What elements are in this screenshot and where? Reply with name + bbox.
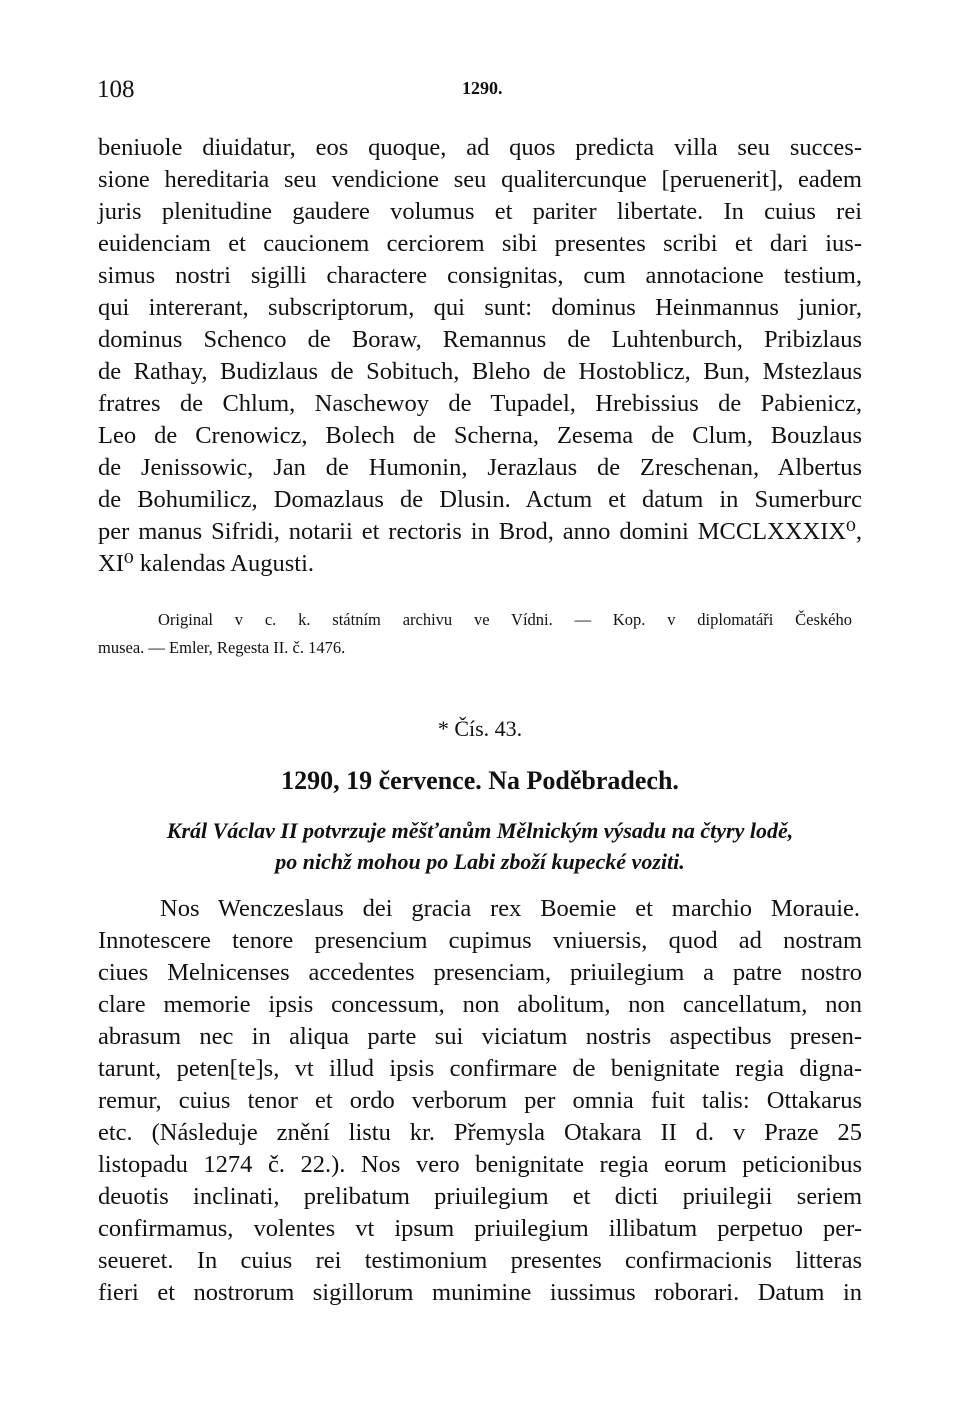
charter-number: * Čís. 43. bbox=[437, 716, 523, 741]
text-line: Innotescere tenore presencium cupimus vniuersis, quod ad nostram bbox=[98, 927, 862, 954]
charter-summary-line: po nichž mohou po Labi zboží kupecké voziti. bbox=[275, 849, 685, 874]
text-line: juris plenitudine gaudere volumus et pariter libertate. In cuius rei bbox=[98, 198, 862, 225]
text-line: de Bohumilicz, Domazlaus de Dlusin. Actum et datum in Sumerburc bbox=[98, 486, 862, 513]
text-line: de Rathay, Budizlaus de Sobituch, Bleho de Hostoblicz, Bun, Mstezlaus bbox=[98, 358, 862, 385]
text-line: fratres de Chlum, Naschewoy de Tupadel, Hrebissius de Pabienicz, bbox=[98, 390, 862, 417]
source-note-line: Original v c. k. státním archivu ve Vídni. — Kop. v diplomatáři Českého bbox=[158, 610, 852, 629]
charter-summary-line: Král Václav II potvrzuje měšťanům Mělnickým výsadu na čtyry lodě, bbox=[166, 818, 794, 843]
text-line: fieri et nostrorum sigillorum munimine iussimus roborari. Datum in bbox=[98, 1279, 862, 1306]
text-line: XI⁰ kalendas Augusti. bbox=[98, 550, 315, 577]
text-line: clare memorie ipsis concessum, non abolitum, non cancellatum, non bbox=[98, 991, 862, 1018]
text-line: seueret. In cuius rei testimonium presentes confirmacionis litteras bbox=[98, 1247, 862, 1274]
text-line: ciues Melnicenses accedentes presenciam, priuilegium a patre nostro bbox=[98, 959, 862, 986]
text-line: Leo de Crenowicz, Bolech de Scherna, Zesema de Clum, Bouzlaus bbox=[98, 422, 862, 449]
text-line: de Jenissowic, Jan de Humonin, Jerazlaus de Zreschenan, Albertus bbox=[98, 454, 862, 481]
source-note-line: musea. — Emler, Regesta II. č. 1476. bbox=[98, 638, 346, 657]
page-number: 108 bbox=[97, 76, 135, 103]
text-line: confirmamus, volentes vt ipsum priuilegium illibatum perpetuo per- bbox=[98, 1215, 862, 1242]
text-line: simus nostri sigilli charactere consignitas, cum annotacione testium, bbox=[98, 262, 862, 289]
text-line: Nos Wenczeslaus dei gracia rex Boemie et marchio Morauie. bbox=[160, 895, 860, 922]
text-line: listopadu 1274 č. 22.). Nos vero benignitate regia eorum peticionibus bbox=[98, 1151, 862, 1178]
text-line: deuotis inclinati, prelibatum priuilegium et dicti priuilegii seriem bbox=[98, 1183, 862, 1210]
text-line: euidenciam et caucionem cerciorem sibi presentes scribi et dari ius- bbox=[98, 230, 862, 257]
text-line: qui intererant, subscriptorum, qui sunt: dominus Heinmannus junior, bbox=[98, 294, 862, 321]
charter-date-place: 1290, 19 července. Na Poděbradech. bbox=[281, 766, 679, 795]
text-line: dominus Schenco de Boraw, Remannus de Luhtenburch, Pribizlaus bbox=[98, 326, 862, 353]
text-line: beniuole diuidatur, eos quoque, ad quos predicta villa seu succes- bbox=[98, 134, 862, 161]
text-line: per manus Sifridi, notarii et rectoris in Brod, anno domini MCCLXXXIX⁰, bbox=[98, 518, 862, 545]
text-line: etc. (Následuje znění listu kr. Přemysla Otakara II d. v Praze 25 bbox=[98, 1119, 862, 1146]
running-header-year: 1290. bbox=[462, 78, 503, 98]
text-line: remur, cuius tenor et ordo verborum per omnia fuit talis: Ottakarus bbox=[98, 1087, 862, 1114]
text-line: tarunt, peten[te]s, vt illud ipsis confirmare de benignitate regia digna- bbox=[98, 1055, 862, 1082]
text-line: abrasum nec in aliqua parte sui viciatum nostris aspectibus presen- bbox=[98, 1023, 862, 1050]
text-line: sione hereditaria seu vendicione seu qualitercunque [peruenerit], eadem bbox=[98, 166, 862, 193]
